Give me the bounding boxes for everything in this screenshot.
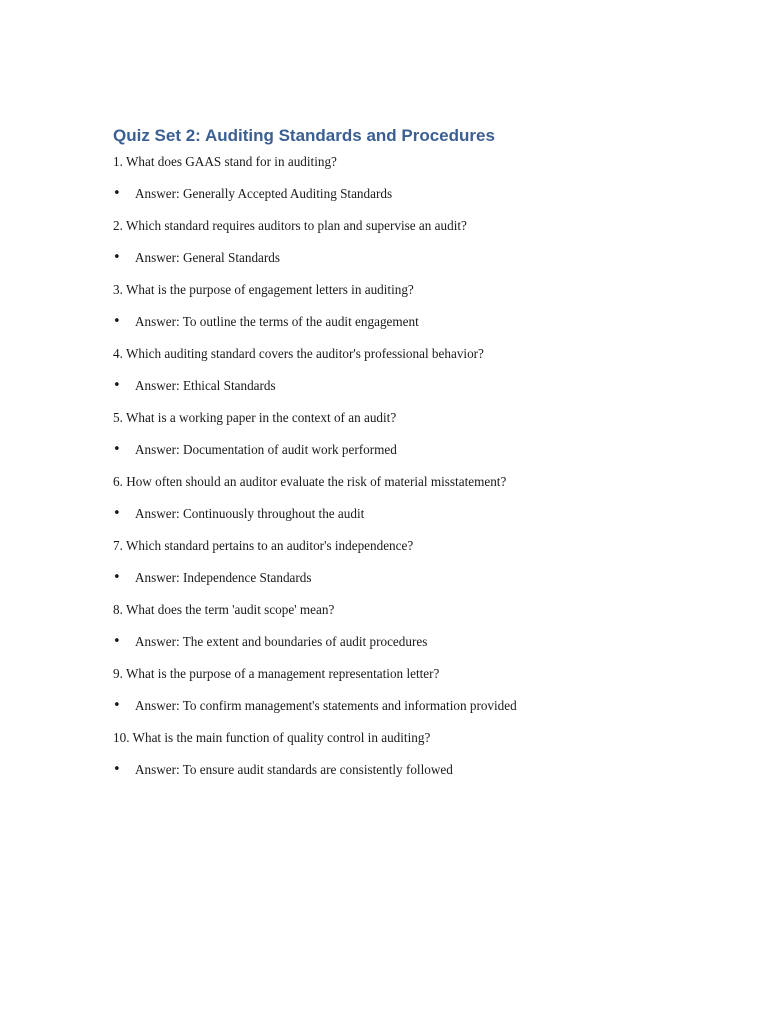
quiz-item [113, 152, 713, 204]
bullet-icon: • [113, 762, 121, 777]
answer-text: Answer: General Standards [135, 250, 281, 265]
bullet-icon: • [113, 378, 121, 393]
answer-bullet-item [113, 632, 713, 652]
question-text: 6. How often should an auditor evaluate the risk of material misstatement? [113, 474, 507, 489]
answer-text: Answer: Ethical Standards [135, 378, 276, 393]
question-text: 3. What is the purpose of engagement letters in auditing? [113, 282, 414, 297]
question-text: 5. What is a working paper in the context of an audit? [113, 410, 397, 425]
question-text: 9. What is the purpose of a management representation letter? [113, 666, 440, 681]
answer-bullet-item [113, 184, 713, 204]
title-block [113, 124, 713, 148]
question-text: 2. Which standard requires auditors to plan and supervise an audit? [113, 218, 467, 233]
quiz-item [113, 536, 713, 588]
bullet-icon: • [113, 698, 121, 713]
quiz-item [113, 344, 713, 396]
answer-text: Answer: Continuously throughout the audit [135, 506, 365, 521]
answer-bullet-item [113, 248, 713, 268]
quiz-item [113, 664, 713, 716]
question-text: 8. What does the term 'audit scope' mean? [113, 602, 335, 617]
question-text: 7. Which standard pertains to an auditor's independence? [113, 538, 414, 553]
answer-text: Answer: Documentation of audit work performed [135, 442, 397, 457]
quiz-item [113, 408, 713, 460]
answer-bullet-item [113, 312, 713, 332]
answer-bullet-item [113, 760, 713, 780]
bullet-icon: • [113, 314, 121, 329]
answer-text: Answer: Independence Standards [135, 570, 312, 585]
document-body [113, 124, 713, 792]
quiz-item [113, 280, 713, 332]
answer-bullet-item [113, 376, 713, 396]
quiz-item [113, 216, 713, 268]
document-title: Quiz Set 2: Auditing Standards and Procedures [113, 126, 495, 145]
answer-text: Answer: The extent and boundaries of audit procedures [135, 634, 428, 649]
answer-text: Answer: To outline the terms of the audit engagement [135, 314, 419, 329]
bullet-icon: • [113, 250, 121, 265]
answer-text: Answer: Generally Accepted Auditing Standards [135, 186, 393, 201]
bullet-icon: • [113, 442, 121, 457]
answer-text: Answer: To ensure audit standards are consistently followed [135, 762, 453, 777]
quiz-item [113, 472, 713, 524]
answer-bullet-item [113, 440, 713, 460]
answer-bullet-item [113, 568, 713, 588]
answer-text: Answer: To confirm management's statements and information provided [135, 698, 517, 713]
bullet-icon: • [113, 634, 121, 649]
quiz-list [113, 152, 713, 780]
quiz-item [113, 728, 713, 780]
question-text: 4. Which auditing standard covers the auditor's professional behavior? [113, 346, 484, 361]
quiz-item [113, 600, 713, 652]
bullet-icon: • [113, 506, 121, 521]
bullet-icon: • [113, 186, 121, 201]
question-text: 1. What does GAAS stand for in auditing? [113, 154, 337, 169]
bullet-icon: • [113, 570, 121, 585]
answer-bullet-item [113, 696, 713, 716]
answer-bullet-item [113, 504, 713, 524]
question-text: 10. What is the main function of quality control in auditing? [113, 730, 431, 745]
